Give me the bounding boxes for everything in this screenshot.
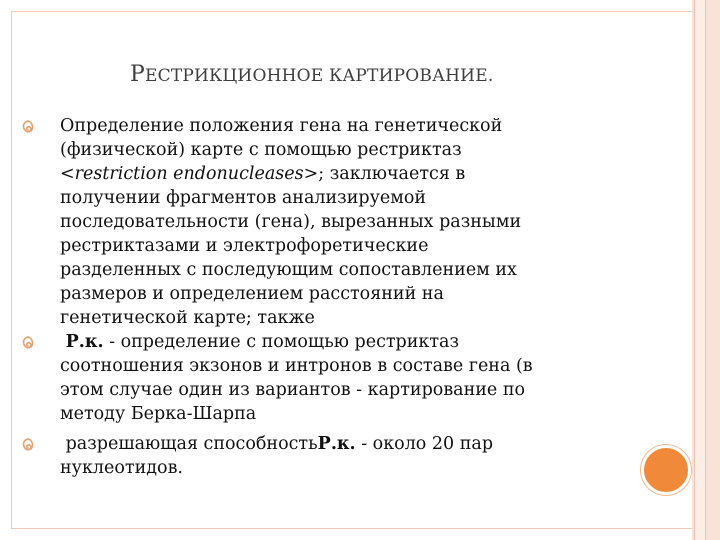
bullet-1-line-3-prefix: < xyxy=(60,164,75,184)
bullet-1-line-5: последовательности (гена), вырезанных разными xyxy=(60,212,522,232)
bullet-1-line-3 xyxy=(60,162,600,186)
title-rest: ЕСТРИКЦИОННОЕ КАРТИРОВАНИЕ. xyxy=(145,66,494,86)
bullet-2-line-1 xyxy=(60,330,600,354)
right-decorative-stripes xyxy=(694,0,706,540)
bullet-1-line-3-italic: restriction endonucleases xyxy=(74,164,304,184)
flourish-bullet-icon xyxy=(20,335,36,351)
bullet-1-line-8: размеров и определением расстояний на xyxy=(60,284,444,304)
bullet-item-1 xyxy=(20,114,600,330)
bullet-1-line-2: (физической) карте с помощью рестриктаз xyxy=(60,140,462,160)
bullet-item-3 xyxy=(20,432,600,480)
bullet-2-line-4: методу Берка-Шарпа xyxy=(60,404,257,424)
bullet-item-2 xyxy=(20,330,600,426)
bullet-3-bold: Р.к. xyxy=(317,434,356,454)
bullet-3-line-2: нуклеотидов. xyxy=(60,458,183,478)
bullet-1-line-7: разделенных с последующим сопоставлением их xyxy=(60,260,517,280)
bullet-2-line-2: соотношения экзонов и интронов в составе гена (в xyxy=(60,356,533,376)
slide-title xyxy=(130,62,610,87)
bullet-3-line-1 xyxy=(60,432,600,456)
title-first-letter: Р xyxy=(130,62,146,87)
bullet-1-line-4: получении фрагментов анализируемой xyxy=(60,188,427,208)
bullet-1-line-1: Определение положения гена на генетической xyxy=(60,116,503,136)
flourish-bullet-icon xyxy=(20,119,36,135)
bullet-list xyxy=(20,114,600,480)
bullet-3-line-1-rest: - около 20 пар xyxy=(355,434,494,454)
bullet-1-line-9: генетической карте; также xyxy=(60,308,315,328)
bullet-2-line-3: этом случае один из вариантов - картирование по xyxy=(60,380,526,400)
bullet-2-line-1-rest: - определение с помощью рестриктаз xyxy=(103,332,460,352)
orange-circle-icon xyxy=(641,445,691,495)
flourish-bullet-icon xyxy=(20,437,36,453)
bullet-3-line-1-prefix: разрешающая способность xyxy=(65,434,318,454)
bullet-2-bold: Р.к. xyxy=(65,332,104,352)
bullet-1-line-3-suffix: >; заключается в xyxy=(303,164,466,184)
bullet-1-line-6: рестриктазами и электрофоретические xyxy=(60,236,429,256)
